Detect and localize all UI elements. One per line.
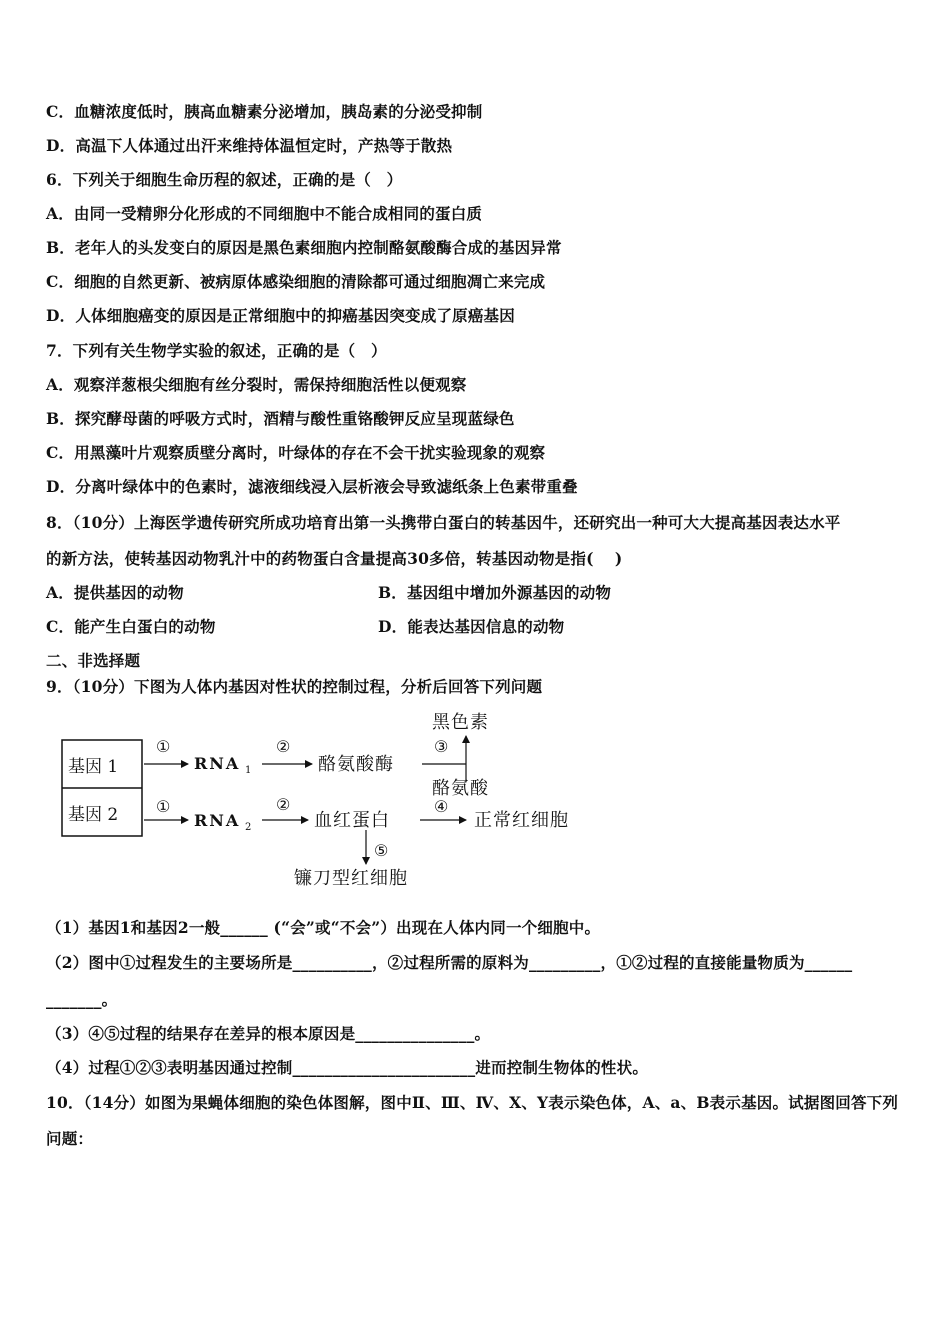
question-7-stem: 7．下列有关生物学实验的叙述，正确的是（ ） (46, 341, 387, 360)
q7-option-a: A．观察洋葱根尖细胞有丝分裂时，需保持细胞活性以便观察 (46, 375, 467, 394)
question-10-stem-line2: 问题： (46, 1129, 94, 1148)
gene-control-diagram (56, 706, 616, 900)
step-4-label: ④ (434, 797, 449, 816)
q8-option-d: D．能表达基因信息的动物 (378, 617, 565, 636)
q9-part-2-line1: （2）图中①过程发生的主要场所是__________，②过程所需的原料为_________，①②过程的直接能量物质为______ (46, 953, 853, 972)
step-2-label-top: ② (276, 737, 291, 756)
question-9-stem: 9．（10分）下图为人体内基因对性状的控制过程，分析后回答下列问题 (46, 677, 543, 696)
question-8-stem-line2: 的新方法，使转基因动物乳汁中的药物蛋白含量提高30多倍，转基因动物是指( ) (46, 549, 623, 568)
gene-1-label: 基因 1 (68, 757, 119, 777)
question-8-stem-line1: 8．（10分）上海医学遗传研究所成功培育出第一头携带白蛋白的转基因牛，还研究出一种可大大提高基因表达水平 (46, 513, 841, 532)
melanin-label: 黑色素 (432, 712, 489, 733)
diagram-svg (56, 706, 616, 896)
q7-option-b: B．探究酵母菌的呼吸方式时，酒精与酸性重铬酸钾反应呈现蓝绿色 (46, 409, 515, 428)
q9-part-3: （3）④⑤过程的结果存在差异的根本原因是_______________。 (46, 1024, 491, 1043)
step-1-label-bottom: ① (156, 797, 171, 816)
q6-option-b: B．老年人的头发变白的原因是黑色素细胞内控制酪氨酸酶合成的基因异常 (46, 238, 562, 257)
tyrosine-label: 酪氨酸 (432, 778, 489, 799)
q7-option-d: D．分离叶绿体中的色素时，滤液细线浸入层析液会导致滤纸条上色素带重叠 (46, 477, 578, 496)
hemoglobin-label: 血红蛋白 (314, 810, 390, 831)
step-3-label: ③ (434, 737, 449, 756)
q7-option-c: C．用黑藻叶片观察质壁分离时，叶绿体的存在不会干扰实验现象的观察 (46, 443, 546, 462)
question-6-stem: 6．下列关于细胞生命历程的叙述，正确的是（ ） (46, 170, 403, 189)
q8-option-a: A．提供基因的动物 (46, 583, 184, 602)
q9-part-2-line2: _______。 (46, 990, 118, 1009)
tyrosinase-label: 酪氨酸酶 (318, 754, 394, 775)
rna-1-label: RNA (194, 754, 241, 773)
gene-2-label: 基因 2 (68, 805, 119, 825)
normal-rbc-label: 正常红细胞 (474, 810, 569, 831)
rna-2-subscript: 2 (245, 822, 252, 833)
q6-option-c: C．细胞的自然更新、被病原体感染细胞的清除都可通过细胞凋亡来完成 (46, 272, 546, 291)
q8-option-b: B．基因组中增加外源基因的动物 (378, 583, 612, 602)
rna-2-label: RNA (194, 811, 241, 830)
step-5-label: ⑤ (374, 841, 389, 860)
question-10-stem-line1: 10．（14分）如图为果蝇体细胞的染色体图解，图中Ⅱ、Ⅲ、Ⅳ、X、Y表示染色体，A、a、B表示基因。试据图回答下列 (46, 1093, 899, 1112)
step-1-label-top: ① (156, 737, 171, 756)
q6-option-d: D．人体细胞癌变的原因是正常细胞中的抑癌基因突变成了原癌基因 (46, 306, 515, 325)
q8-option-c: C．能产生白蛋白的动物 (46, 617, 216, 636)
rna-1-subscript: 1 (245, 765, 252, 776)
q9-part-4: （4）过程①②③表明基因通过控制_______________________进而控制生物体的性状。 (46, 1058, 649, 1077)
section-2-heading: 二、非选择题 (46, 651, 141, 670)
q9-part-1: （1）基因1和基因2一般______ (“会”或“不会”）出现在人体内同一个细胞中。 (46, 918, 601, 937)
step-2-label-bottom: ② (276, 795, 291, 814)
q5-option-c: C．血糖浓度低时，胰高血糖素分泌增加，胰岛素的分泌受抑制 (46, 102, 483, 121)
q6-option-a: A．由同一受精卵分化形成的不同细胞中不能合成相同的蛋白质 (46, 204, 483, 223)
q5-option-d: D．高温下人体通过出汗来维持体温恒定时，产热等于散热 (46, 136, 453, 155)
sickle-rbc-label: 镰刀型红细胞 (294, 868, 408, 889)
